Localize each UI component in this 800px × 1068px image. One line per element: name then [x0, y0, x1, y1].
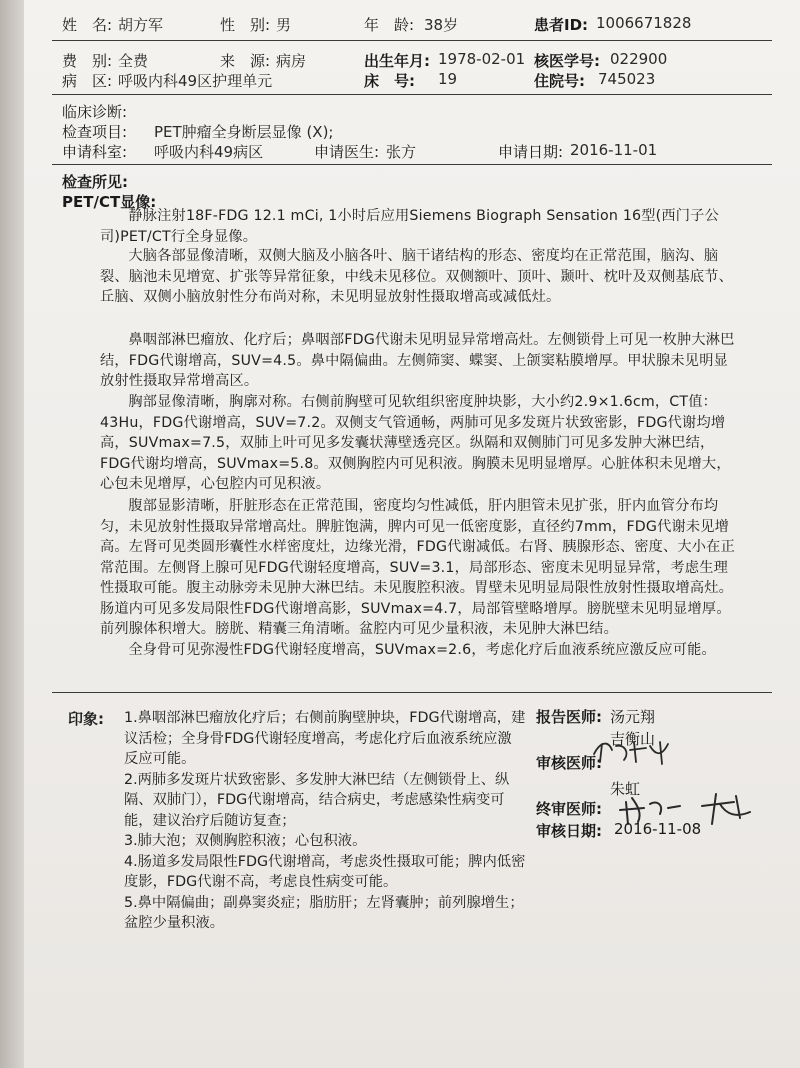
- admission-no-label: 住院号:: [534, 72, 585, 90]
- findings-paragraph-4: 胸部显像清晰，胸廓对称。右侧前胸壁可见软组织密度肿块影，大小约2.9×1.6cm，CT值：43Hu，FDG代谢增高，SUV=7.2。双侧支气管通畅，两肺可见多发斑片状致密影，FDG代谢均增高，SUVmax=7.5，双肺上叶可见多发囊状薄壁透亮区。纵隔和双侧肺门可见多发肿大淋巴结，FDG代谢均增高，SUVmax=5.8。双侧胸腔内可见积液。胸膜未见明显增厚。心脏体积未见增大，心包未见增厚，心包腔内可见积液。: [100, 394, 731, 492]
- review-date-value: 2016-11-08: [614, 820, 702, 838]
- request-dept-value: 呼吸内科49病区: [154, 143, 264, 161]
- source-label: 来 源:: [220, 52, 271, 70]
- admission-no-value: 745023: [598, 70, 656, 88]
- review-date-label: 审核日期:: [536, 822, 602, 840]
- impression-label: 印象:: [68, 710, 104, 728]
- paper-edge-shadow: [0, 0, 24, 1068]
- age-label: 年 龄:: [364, 16, 415, 34]
- exam-item-value: PET肿瘤全身断层显像 (X);: [154, 123, 334, 141]
- gender-label: 性 别:: [220, 16, 271, 34]
- request-dept-label: 申请科室:: [62, 143, 128, 161]
- patient-id-value: 1006671828: [596, 14, 692, 32]
- findings-paragraph-6: 全身骨可见弥漫性FDG代谢轻度增高，SUVmax=2.6，考虑化疗后血液系统应激反应可能。: [128, 642, 716, 658]
- impression-item-2: 2.两肺多发斑片状致密影、多发肿大淋巴结（左侧锁骨上、纵隔、双肺门），FDG代谢增高，结合病史，考虑感染性病变可能，建议治疗后随访复查；: [124, 771, 510, 829]
- impression-item-4: 4.肠道多发局限性FDG代谢增高，考虑炎性摄取可能；脾内低密度影，FDG代谢不高，考虑良性病变可能。: [124, 853, 526, 890]
- findings-subheading: PET/CT显像:: [62, 193, 157, 211]
- name-value: 胡方军: [118, 16, 164, 34]
- findings-heading: 检查所见:: [62, 173, 128, 191]
- reviewer-label: 审核医师:: [536, 754, 602, 772]
- request-divider: [52, 164, 772, 165]
- request-doctor-value: 张方: [386, 143, 417, 161]
- exam-no-value: 022900: [610, 50, 668, 68]
- impression-item-5: 5.鼻中隔偏曲；副鼻窦炎症；脂肪肝；左肾囊肿；前列腺增生；盆腔少量积液。: [124, 894, 524, 931]
- exam-no-label: 核医学号:: [534, 52, 600, 70]
- request-doctor-label: 申请医生:: [314, 143, 380, 161]
- request-date-label: 申请日期:: [498, 143, 564, 161]
- birth-date-label: 出生年月:: [364, 52, 430, 70]
- ward-label: 病 区:: [62, 72, 113, 90]
- age-value: 38岁: [424, 16, 459, 34]
- fee-type-label: 费 别:: [62, 52, 113, 70]
- request-date-value: 2016-11-01: [570, 141, 658, 159]
- patient-id-label: 患者ID:: [534, 16, 589, 34]
- gender-value: 男: [276, 16, 292, 34]
- findings-paragraph-5: 腹部显影清晰，肝脏形态在正常范围，密度均匀性减低，肝内胆管未见扩张，肝内血管分布均匀，未见放射性摄取异常增高灶。脾脏饱满，脾内可见一低密度影，直径约7mm，FDG代谢未见增高。左肾可见类圆形囊性水样密度灶，边缘光滑，FDG代谢减低。右肾、胰腺形态、密度、大小在正常范围。左侧肾上腺可见FDG代谢轻度增高，SUV=3.1，局部形态、密度未见明显异常，考虑生理性摄取可能。腹主动脉旁未见肿大淋巴结。未见腹腔积液。胃壁未见明显局限性放射性摄取增高灶。肠道内可见多发局限性FDG代谢增高影，SUVmax=4.7，局部管壁略增厚。膀胱壁未见明显增厚。前列腺体积增大。膀胱、精囊三角清晰。盆腔内可见少量积液，未见肿大淋巴结。: [100, 498, 735, 637]
- source-value: 病房: [276, 52, 307, 70]
- findings-paragraph-3: 鼻咽部淋巴瘤放、化疗后；鼻咽部FDG代谢未见明显异常增高灶。左侧锁骨上可见一枚肿大淋巴结，FDG代谢增高，SUV=4.5。鼻中隔偏曲。左侧筛窦、蝶窦、上颌窦粘膜增厚。甲状腺未见明显放射性摄取异常增高区。: [100, 332, 735, 389]
- impression-item-3: 3.肺大泡；双侧胸腔积液；心包积液。: [124, 833, 367, 849]
- reporter-name: 汤元翔: [610, 708, 656, 726]
- report-sheet: [24, 0, 800, 1068]
- final-reviewer-label: 终审医师:: [536, 800, 602, 818]
- bed-no-value: 19: [438, 70, 458, 88]
- ward-value: 呼吸内科49区护理单元: [118, 72, 273, 90]
- reporter-label: 报告医师:: [536, 708, 602, 726]
- header-divider-2: [52, 94, 772, 95]
- fee-type-value: 全费: [118, 52, 149, 70]
- bed-no-label: 床 号:: [364, 72, 415, 90]
- name-label: 姓 名:: [62, 16, 113, 34]
- findings-paragraph-2: 大脑各部显像清晰，双侧大脑及小脑各叶、脑干诸结构的形态、密度均在正常范围，脑沟、脑裂、脑池未见增宽、扩张等异常征象，中线未见移位。双侧额叶、顶叶、颞叶、枕叶及双侧基底节、丘脑、双侧小脑放射性分布尚对称，未见明显放射性摄取增高或减低灶。: [100, 248, 734, 305]
- findings-divider: [52, 692, 772, 693]
- exam-item-label: 检查项目:: [62, 123, 128, 141]
- header-divider-1: [52, 40, 772, 41]
- reviewer-name-2: 朱虹: [610, 780, 641, 798]
- findings-paragraph-1: 静脉注射18F-FDG 12.1 mCi, 1小时后应用Siemens Biograph Sensation 16型(西门子公司)PET/CT行全身显像。: [100, 208, 719, 245]
- reviewer-name-1: 吉衡山: [610, 730, 656, 748]
- impression-item-1: 1.鼻咽部淋巴瘤放化疗后；右侧前胸壁肿块，FDG代谢增高，建议活检；全身骨FDG代谢轻度增高，考虑化疗后血液系统应激反应可能。: [124, 710, 526, 767]
- birth-date-value: 1978-02-01: [438, 50, 526, 68]
- diagnosis-label: 临床诊断:: [62, 103, 128, 121]
- impression-list: [96, 708, 526, 934]
- reviewer-handwritten-signature: [590, 736, 682, 766]
